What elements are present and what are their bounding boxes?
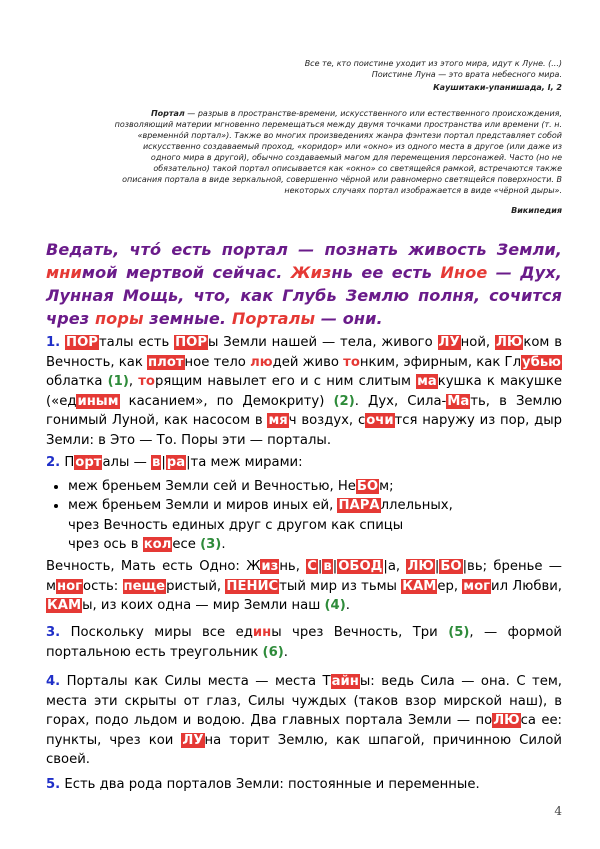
wiki-term: Портал: [150, 109, 185, 118]
wiki-source: Википедия: [511, 206, 562, 215]
paragraph-4: 4. Порталы как Силы места — места Тайны: ведь Сила — она. С тем, места эти скрыты от глаз, Силы чуждых (таков взор мирской наш), в горах, подо льдом и водою. Два главных портала Земли — поЛЮса ее: пункты, чрез кои ЛУна торит Землю, как шпагой, причинною Силой своей.: [46, 674, 562, 767]
epigraph-line-1: Все те, кто поистине уходит из этого мира, идут к Луне. (...): [304, 59, 562, 68]
epigraph-quote: [262, 58, 562, 80]
wiki-text: — разрыв в пространстве-времени, искусственного или естественного происхождения, позволяющий материи мгновенно перемещаться между двумя точками пространства или времени (т. н. «временно́й портал»). Также во многих произведениях жанра фэнтези портал представляет собой искусственно создаваемый проход, «коридор» или «окно» из одного места в другое (или даже из одного мира в другой), обычно создаваемый магом для перемещения персонажей. Часто (но не обязательно) такой портал описывается как «окно» со светящейся рамкой, встречаются также описания портала в виде зеркальной, совершенно чёрной или равномерно светящейся поверхности. В некоторых случаях портал изображается в виде «чёрной дыры».: [114, 109, 562, 195]
paragraph-3: 3. Поскольку миры все едины чрез Вечность, Три (5), — формой портальною есть треугольник (6).: [46, 625, 562, 660]
epigraph-line-2: Поистине Луна — это врата небесного мира.: [371, 70, 562, 79]
epigraph-source: Каушитаки-упанишада, I, 2: [433, 83, 562, 92]
paragraph-5: 5. Есть два рода порталов Земли: постоянные и переменные.: [46, 777, 480, 792]
paragraph-2: 2. Порталы — в|ра|та меж мирами: • меж бреньем Земли сей и Вечностью, НеБОм; • меж бреньем Земли и миров иных ей, ПАРАллельных, чрез Вечность единых друг с другом как спицы чрез ось в колесе (3).: [46, 453, 562, 561]
page-number: 4: [554, 804, 562, 818]
paragraph-1: 1. ПОРталы есть ПОРы Земли нашей — тела, живого ЛУной, ЛЮком в Вечность, как плотное тело людей живо тонким, эфирным, как Глубью облатка (1), торящим навылет его и с ним слитым макушка к макушке («единым касанием», по Демокриту) (2). Дух, Сила-Мать, в Землю гонимый Луной, как насосом в мяч воздух, сочится наружу из пор, дыр Земли: в Это — То. Поры эти — порталы.: [46, 335, 563, 448]
wiki-definition: [112, 108, 562, 196]
paragraph-2-cont: Вечность, Мать есть Одно: Жизнь, С|в|ОБОД|а, ЛЮ|БО|вь; бренье — многость: пещеристый, ПЕНИСтый мир из тьмы КАМер, могил Любви, КАМы, из коих одна — мир Земли наш (4).: [46, 559, 562, 613]
intro-paragraph: Ведать, что́ есть портал — познать живость Земли, мнимой мертвой сейчас. Жизнь ее есть Иное — Дух, Лунная Мощь, что, как Глубь Землю полня, сочится чрез поры земные. Порталы — они.: [46, 240, 562, 328]
